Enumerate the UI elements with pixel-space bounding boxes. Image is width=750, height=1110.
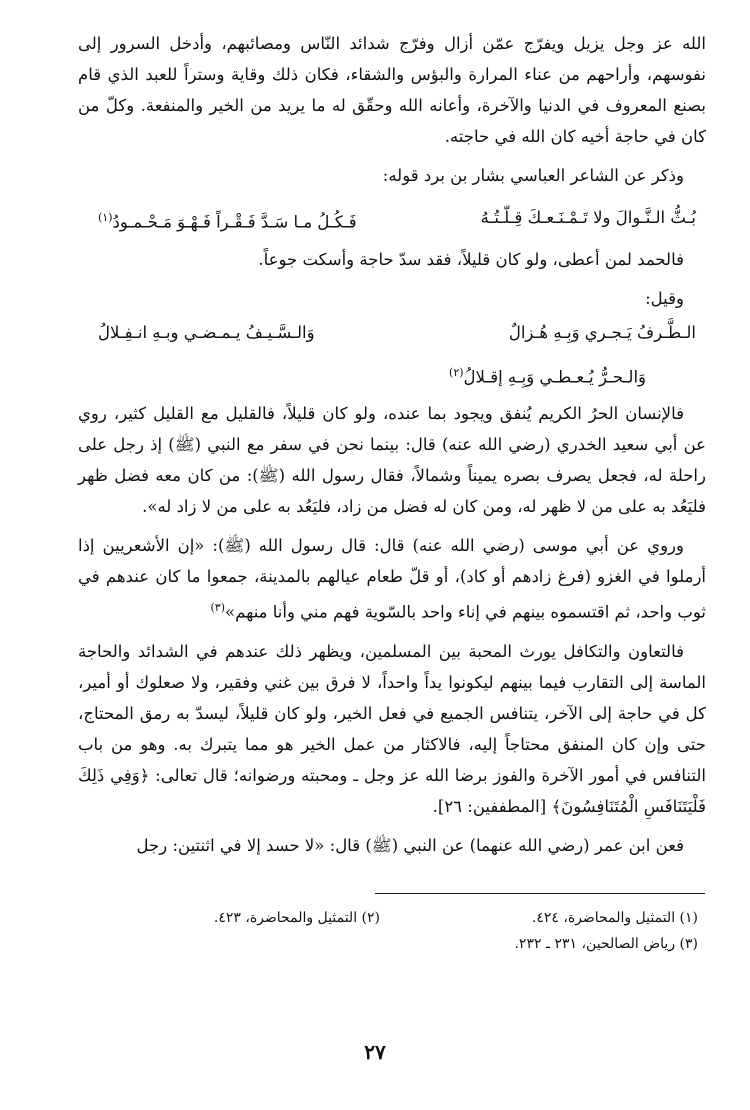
verse-2-first-hemistich: الـطَّـرفُ يَـجـري وَبِـهِ هُـزالٌ (508, 322, 696, 342)
paragraph-8: فعن ابن عمر (رضي الله عنهما) عن النبي (ﷺ) قال: «لا حسد إلا في اثنتين: رجل (136, 835, 684, 855)
footnote-3: (٣) رياض الصالحين، ٢٣١ ـ ٢٣٢. (514, 936, 698, 952)
paragraph-1: الله عز وجل يزيل ويفرّج عمّن أزال وفرّج شدائد النّاس ومصائبهم، وأدخل السرور إلى نفوسهم، وأراحهم من عناء المرارة والبؤس والشقاء، فكان ذلك وقاية وستراً للعبد الذي قام بصنع المعروف في الدنيا والآخرة، وأعانه الله وحقّق له ما يريد من الخير والمنفعة. وكلّ من كان في حاجة أخيه كان الله في حاجته. (78, 34, 706, 146)
page-number: ٢٧ (364, 1040, 386, 1064)
paragraph-5: فالإنسان الحرُ الكريم يُنفق ويجود بما عنده، ولو كان قليلاً، فالقليل مع القليل كثير، روي عن أبي سعيد الخدري (رضي الله عنه) قال: بينما نحن في سفر مع النبي (ﷺ) إذ رجل على راحلة له، فجعل يصرف بصره يميناً وشمالاً، فقال رسول الله (ﷺ): من كان معه فضل ظهر فليَعُد به على من لا ظهر له، ومن كان له فضل من زاد، فليَعُد به على من لا زاد له». (78, 404, 706, 516)
verse-1-first-hemistich: بُـثُّ الـنَّـوالَ ولا تَـمْـنَـعـكَ قِـلّـتُـهُ (480, 208, 696, 227)
verse-3 (78, 354, 706, 397)
page-body (78, 28, 706, 869)
footnote-ref-3: (٣) (210, 601, 226, 614)
footnote-ref-1: (١) (98, 211, 113, 224)
verse-1-second-text: فَـكُـلُ مـا سَـدَّ فَـقْـراً فَـهْـوَ مَـحْـمـودُ (112, 212, 357, 232)
paragraph-3: فالحمد لمن أعطى، ولو كان قليلاً، فقد سدّ حاجة وأسكت جوعاً. (258, 249, 684, 269)
footnote-1: (١) التمثيل والمحاضرة، ٤٢٤. (531, 910, 698, 926)
verse-1 (78, 199, 706, 242)
paragraph-6 (78, 530, 706, 628)
verse-2 (78, 314, 706, 352)
footnote-2: (٢) التمثيل والمحاضرة، ٤٢٣. (213, 910, 380, 926)
footnotes (78, 905, 706, 957)
verse-3-text: وَالـحـرُّ يُـعـطـي وَبِـهِ إقـلالُ (463, 367, 646, 386)
footnote-row-2 (78, 931, 706, 957)
verse-2-second-hemistich: وَالـسَّـيـفُ يـمـضـي وبـهِ انـفِـلالُ (98, 322, 315, 342)
paragraph-6-text: وروي عن أبي موسى (رضي الله عنه) قال: قال رسول الله (ﷺ): «إن الأشعريين إذا أرملوا في الغزو (فرغ زادهم أو كاد)، أو قلّ طعام عيالهم بالمدينة، جمعوا ما كان عندهم في ثوب واحد، ثم اقتسموه بينهم في إناء واحد بالسّوية فهم مني وأنا منهم» (78, 536, 706, 622)
footnote-ref-2: (٢) (449, 365, 464, 379)
paragraph-4: وقيل: (645, 288, 684, 308)
verse-3-hemistich (449, 354, 646, 397)
footnote-separator (375, 893, 705, 894)
verse-1-second-hemistich (98, 199, 357, 242)
paragraph-7: فالتعاون والتكافل يورث المحبة بين المسلمين، ويظهر ذلك عندهم في الشدائد والحاجة الماسة إلى التقارب فيما بينهم ليكونوا يداً واحداً، لا فرق بين غني وفقير، ولا صعلوك أو أمير، كل في حاجة إلى الآخر، يتنافس الجميع في فعل الخير، ولو كان قليلاً، ليسدّ به رمق المحتاج، حتى وإن كان المنفق محتاجاً إليه، فالاكثار من عمل الخير هو مما يتبرك به. وهو من باب التنافس في أمور الآخرة والفوز برضا الله عز وجل ـ ومحبته ورضوانه؛ قال تعالى: ﴿وَفِي ذَلِكَ فَلْيَتَنَافَسِ الْمُتَنَافِسُونَ﴾ [المطففين: ٢٦]. (78, 641, 706, 816)
footnote-row-1 (78, 905, 706, 931)
paragraph-2: وذكر عن الشاعر العباسي بشار بن برد قوله: (382, 166, 684, 185)
